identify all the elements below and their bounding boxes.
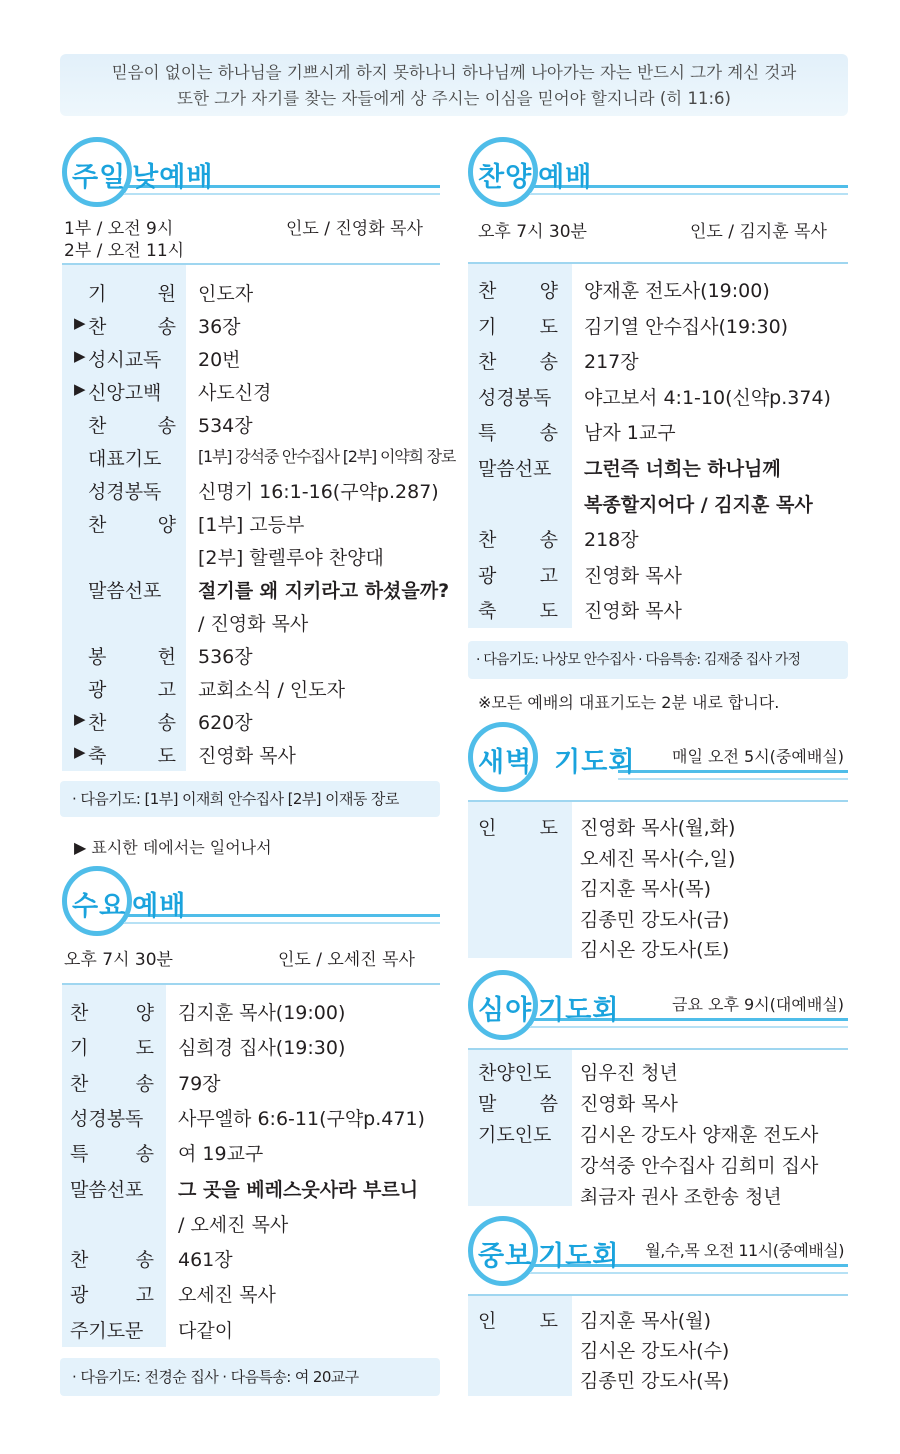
wednesday-time: 오후 7시 30분 — [64, 950, 173, 970]
row-label: 기도인도 — [478, 1124, 552, 1146]
row-label: 축 도 — [88, 745, 176, 767]
dawn-leader-item: 김종민 강도사(금) — [580, 908, 730, 931]
night-prayer-title — [468, 970, 848, 1050]
stand-arrow-icon: ▶ — [74, 314, 86, 332]
row-label: 찬 송 — [88, 316, 176, 338]
row-label: 특 송 — [478, 422, 558, 445]
row-label: 찬 송 — [478, 529, 558, 552]
row-value: 진영화 목사 — [580, 1093, 678, 1115]
row-value: 217장 — [584, 351, 639, 374]
row-value: [2부] 할렐루야 찬양대 — [198, 547, 384, 569]
intercession-prayer-title — [468, 1216, 848, 1296]
row-label: 말씀선포 — [88, 580, 162, 602]
title-part-b: 예배 — [538, 162, 593, 193]
row-label: 기 도 — [478, 315, 558, 338]
row-value: 절기를 왜 지키라고 하셨을까? — [198, 580, 450, 602]
row-label: 찬 송 — [70, 1072, 154, 1095]
title-part-b: 기도회 — [554, 747, 636, 778]
row-label: 찬 송 — [478, 351, 558, 374]
wednesday-service-title — [62, 866, 440, 946]
row-value: 진영화 목사 — [584, 564, 682, 587]
row-value: 218장 — [584, 529, 639, 552]
row-label: 기 도 — [70, 1037, 154, 1060]
row-value: 임우진 청년 — [580, 1062, 678, 1084]
title-part-a: 찬양 — [478, 162, 533, 193]
row-value: 신명기 16:1-16(구약p.287) — [198, 481, 439, 503]
standing-note: ▶ 표시한 데에서는 일어나서 — [74, 838, 272, 857]
sunday-time-1: 1부 / 오전 9시 — [64, 219, 174, 239]
title-part-a: 수요 — [72, 891, 127, 922]
stand-arrow-icon: ▶ — [74, 380, 86, 398]
row-value: 79장 — [178, 1072, 221, 1095]
row-label: 말씀선포 — [70, 1178, 144, 1201]
row-value: 양재훈 전도사(19:00) — [584, 280, 770, 302]
row-value: 남자 1교구 — [584, 422, 676, 445]
row-value: 심희경 집사(19:30) — [178, 1037, 346, 1060]
row-label: 찬 송 — [88, 712, 176, 734]
intercession-schedule: 월,수,목 오전 11시(중예배실) — [645, 1241, 844, 1260]
praise-next-note: · 다음기도: 나상모 안수집사 · 다음특송: 김재중 집사 가정 — [468, 641, 848, 679]
row-value: 김시온 강도사 양재훈 전도사 — [580, 1124, 819, 1146]
praise-service-title — [468, 137, 848, 217]
row-label: 광 고 — [478, 564, 558, 587]
scripture-verse-banner — [60, 54, 848, 116]
row-label: 찬 송 — [70, 1249, 154, 1272]
wednesday-next-note: · 다음기도: 전경순 집사 · 다음특송: 여 20교구 — [60, 1358, 440, 1396]
stand-arrow-icon: ▶ — [74, 710, 86, 728]
row-value: 진영화 목사 — [198, 745, 296, 767]
row-label: 기 원 — [88, 283, 176, 305]
praise-time: 오후 7시 30분 — [478, 222, 587, 242]
stand-arrow-icon: ▶ — [74, 347, 86, 365]
row-value: 최금자 권사 조한송 청년 — [580, 1186, 782, 1208]
row-value: 그 곳을 베레스웃사라 부르니 — [178, 1178, 419, 1201]
row-label: 찬 양 — [88, 514, 176, 536]
dawn-leader-item: 오세진 목사(수,일) — [580, 847, 736, 870]
title-part-a: 심야 — [478, 995, 533, 1026]
row-value: 461장 — [178, 1249, 233, 1272]
row-value: 오세진 목사 — [178, 1284, 276, 1307]
praise-leader: 인도 / 김지훈 목사 — [690, 222, 827, 242]
dawn-leader-item: 김시온 강도사(토) — [580, 939, 730, 961]
row-label: 광 고 — [88, 679, 176, 701]
row-value: [1부] 강석중 안수집사 [2부] 이약희 장로 — [198, 447, 456, 466]
intercession-leader-item: 김지훈 목사(월) — [580, 1310, 711, 1332]
row-value: 그런즉 너희는 하나님께 — [584, 458, 781, 480]
row-label: 성경봉독 — [478, 386, 552, 409]
row-label: 성시교독 — [88, 349, 162, 371]
row-value: 강석중 안수집사 김희미 집사 — [580, 1155, 819, 1177]
row-label: 신앙고백 — [88, 382, 162, 404]
row-value: 사도신경 — [198, 382, 272, 404]
title-part-a: 주일 — [72, 162, 127, 193]
row-label: 주기도문 — [70, 1319, 144, 1342]
row-value: / 오세진 목사 — [178, 1213, 289, 1236]
row-label: 성경봉독 — [70, 1107, 144, 1130]
dawn-leader-item: 김지훈 목사(목) — [580, 878, 711, 900]
row-label: 찬 송 — [88, 415, 176, 437]
dawn-prayer-title — [468, 722, 848, 802]
row-value: 인도자 — [198, 283, 254, 305]
row-label: 성경봉독 — [88, 481, 162, 503]
row-value: 620장 — [198, 712, 253, 734]
sunday-next-prayer-note: · 다음기도: [1부] 이재희 안수집사 [2부] 이재동 장로 — [60, 781, 440, 817]
row-label: 봉 헌 — [88, 646, 176, 668]
sunday-time-2: 2부 / 오전 11시 — [64, 241, 185, 261]
dawn-schedule: 매일 오전 5시(중예배실) — [672, 747, 844, 766]
stand-arrow-icon: ▶ — [74, 743, 86, 761]
row-label: 축 도 — [478, 600, 558, 623]
row-value: 야고보서 4:1-10(신약p.374) — [584, 386, 831, 409]
row-value: 536장 — [198, 646, 253, 668]
sunday-service-title — [62, 137, 440, 217]
row-label: 광 고 — [70, 1284, 154, 1307]
row-value: / 진영화 목사 — [198, 613, 309, 635]
intercession-leader-item: 김종민 강도사(목) — [580, 1370, 730, 1392]
row-value: 사무엘하 6:6-11(구약p.471) — [178, 1107, 425, 1130]
intercession-leader-item: 김시온 강도사(수) — [580, 1340, 730, 1362]
title-part-a: 새벽 — [478, 747, 533, 778]
row-label: 찬 양 — [478, 280, 558, 302]
title-part-b: 기도회 — [538, 1241, 620, 1272]
row-value: 진영화 목사 — [584, 600, 682, 623]
row-value: 김지훈 목사(19:00) — [178, 1002, 346, 1024]
row-value: 534장 — [198, 415, 253, 437]
row-label: 찬 양 — [70, 1002, 154, 1024]
row-value: 20번 — [198, 349, 241, 371]
verse-line-1: 믿음이 없이는 하나님을 기쁘시게 하지 못하나니 하나님께 나아가는 자는 반드시 그가 계신 것과 — [111, 63, 797, 82]
row-value: 여 19교구 — [178, 1143, 264, 1166]
row-label: 말씀선포 — [478, 458, 552, 480]
row-label: 대표기도 — [88, 448, 162, 470]
row-label: 찬양인도 — [478, 1062, 552, 1084]
sunday-leader: 인도 / 진영화 목사 — [286, 219, 423, 239]
row-value: 복종할지어다 / 김지훈 목사 — [584, 493, 813, 516]
verse-line-2: 또한 그가 자기를 찾는 자들에게 상 주시는 이심을 믿어야 할지니라 (히 11:6) — [177, 89, 731, 108]
dawn-leader-item: 진영화 목사(월,화) — [580, 817, 736, 839]
row-value: 김기열 안수집사(19:30) — [584, 315, 789, 338]
title-part-b: 예배 — [132, 891, 187, 922]
title-part-b: 기도회 — [538, 995, 620, 1026]
row-value: 다같이 — [178, 1319, 234, 1342]
row-value: 36장 — [198, 316, 241, 338]
row-label: 말 씀 — [478, 1093, 558, 1115]
row-value: 교회소식 / 인도자 — [198, 679, 345, 701]
all-services-prayer-note: ※모든 예배의 대표기도는 2분 내로 합니다. — [478, 693, 780, 712]
title-part-b: 낮예배 — [132, 162, 214, 193]
title-part-a: 중보 — [478, 1241, 533, 1272]
night-schedule: 금요 오후 9시(대예배실) — [672, 995, 844, 1014]
wednesday-leader: 인도 / 오세진 목사 — [278, 950, 415, 970]
row-value: [1부] 고등부 — [198, 514, 305, 536]
row-label: 특 송 — [70, 1143, 154, 1166]
